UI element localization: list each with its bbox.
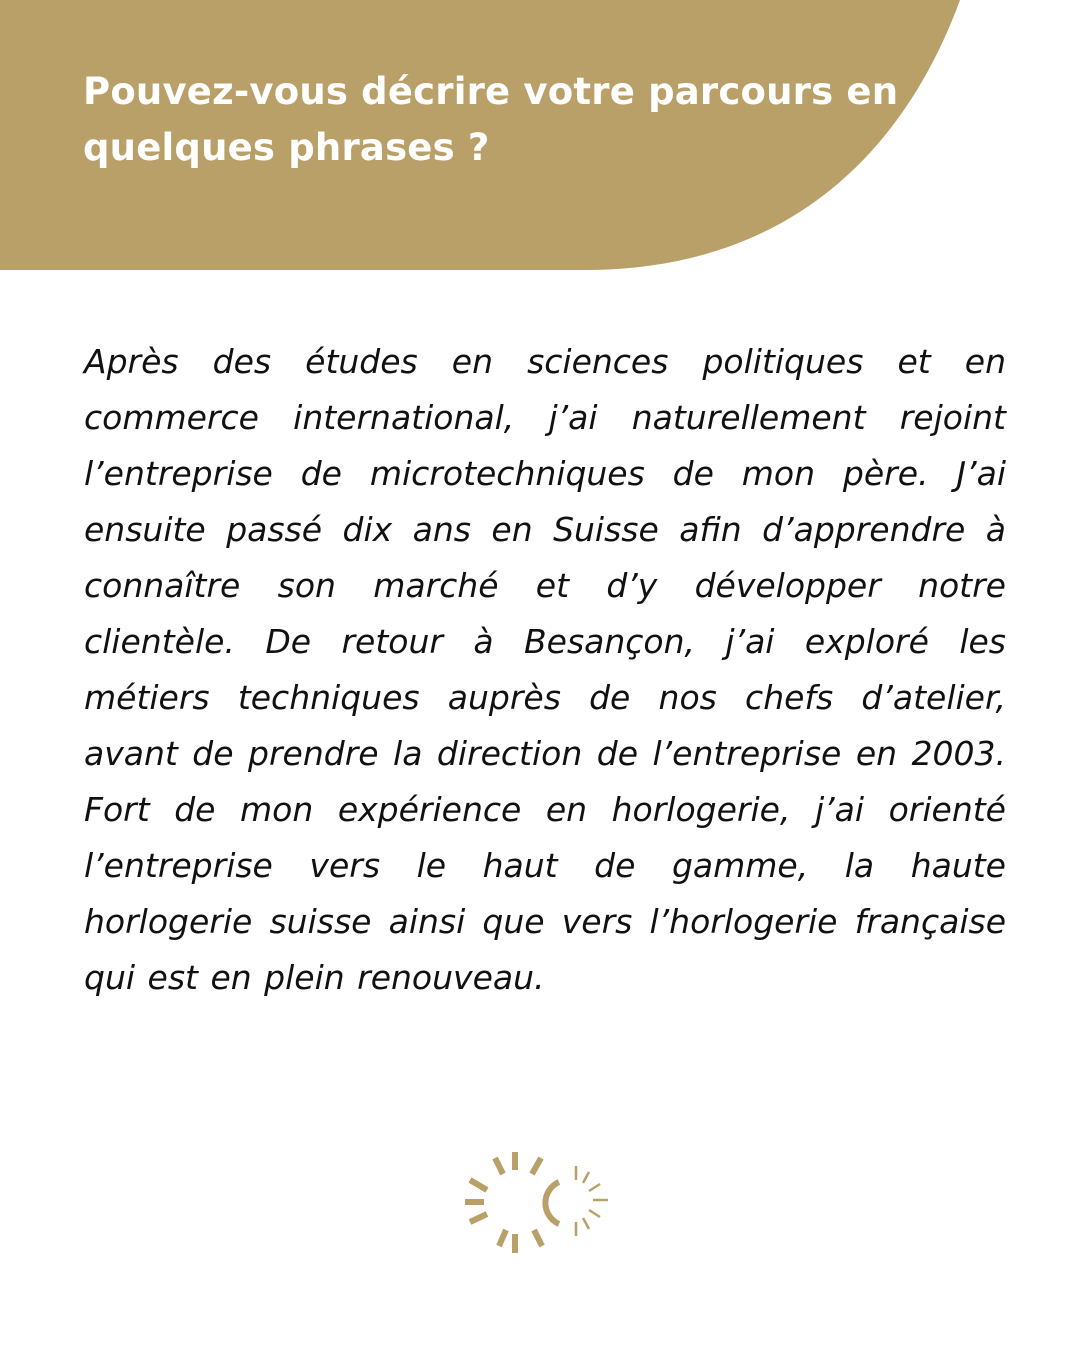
- logo-ray: [532, 1158, 541, 1174]
- logo-ray: [534, 1230, 542, 1246]
- logo-arc: [545, 1182, 559, 1224]
- logo-thin-ray: [583, 1172, 589, 1183]
- sunburst-logo-icon: [462, 1150, 612, 1256]
- logo-thin-ray: [589, 1210, 600, 1217]
- logo-ray: [470, 1214, 487, 1222]
- logo-ray: [495, 1158, 503, 1174]
- logo-ray: [499, 1230, 506, 1246]
- logo-thin-ray: [589, 1184, 600, 1191]
- logo-ray: [470, 1180, 487, 1190]
- logo-thin-ray: [583, 1218, 589, 1229]
- answer-paragraph: Après des études en sciences politiques et en commerce international, j’ai naturellement rejoint l’entreprise de microtechniques de mon père. J’ai ensuite passé dix ans en Suisse afin d’apprendre à connaître son marché et d’y développer notre clientèle. De retour à Besançon, j’ai exploré les métiers techniques auprès de nos chefs d’atelier, avant de prendre la direction de l’entreprise en 2003. Fort de mon expérience en horlogerie, j’ai orienté l’entreprise vers le haut de gamme, la haute horlogerie suisse ainsi que vers l’horlogerie française qui est en plein renouveau.: [84, 342, 1006, 997]
- question-heading: Pouvez-vous décrire votre parcours en quelques phrases ?: [83, 70, 899, 169]
